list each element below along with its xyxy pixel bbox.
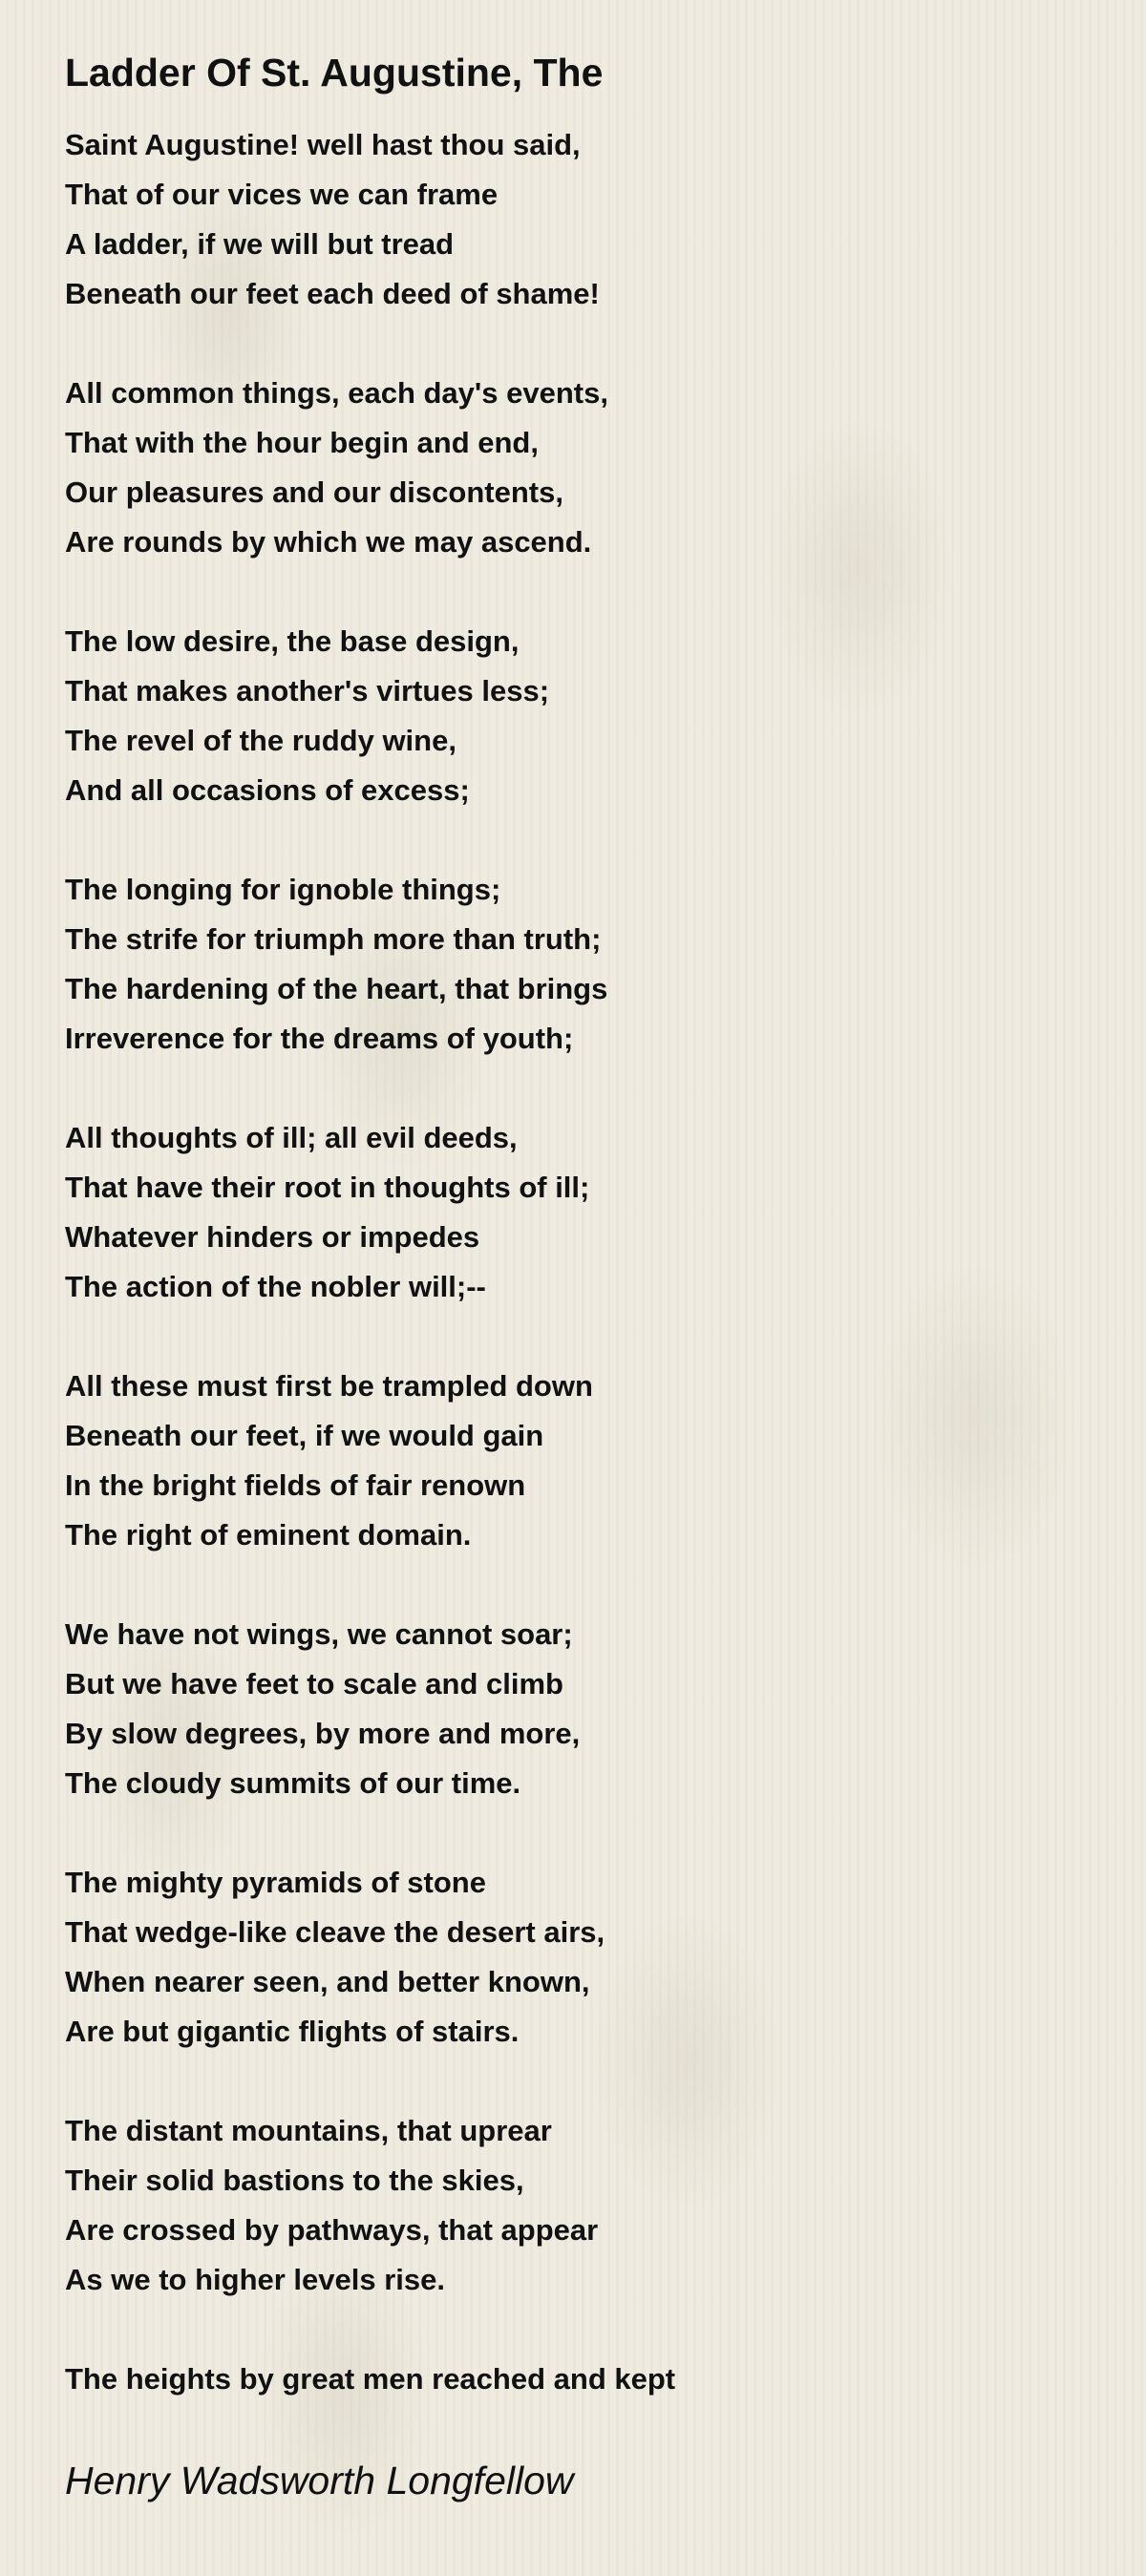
poem-line: But we have feet to scale and climb	[65, 1667, 563, 1700]
poem-line: The mighty pyramids of stone	[65, 1866, 486, 1899]
poem-stanza	[65, 1113, 1096, 1312]
poem-line: Are but gigantic flights of stairs.	[65, 2015, 520, 2048]
poem-line: The distant mountains, that uprear	[65, 2114, 552, 2147]
poem-stanza	[65, 1858, 1096, 2057]
poem-line: Their solid bastions to the skies,	[65, 2164, 524, 2197]
poem-line: All these must first be trampled down	[65, 1369, 593, 1403]
poem-line: In the bright fields of fair renown	[65, 1468, 526, 1502]
poem-line: And all occasions of excess;	[65, 773, 470, 807]
poem-line: That have their root in thoughts of ill;	[65, 1171, 590, 1204]
poem-line: That makes another's virtues less;	[65, 674, 550, 707]
poem-line: The heights by great men reached and kept	[65, 2362, 676, 2396]
poem-line: A ladder, if we will but tread	[65, 227, 455, 261]
poem-stanza	[65, 369, 1096, 567]
poem-line: That with the hour begin and end,	[65, 426, 539, 459]
poem-stanza	[65, 617, 1096, 815]
poem-line: When nearer seen, and better known,	[65, 1965, 590, 1998]
poem-title: Ladder Of St. Augustine, The	[65, 51, 604, 95]
poem-line: By slow degrees, by more and more,	[65, 1717, 581, 1750]
poem-line: Irreverence for the dreams of youth;	[65, 1022, 574, 1055]
poem-stanza	[65, 1362, 1096, 1560]
poem-line: Are crossed by pathways, that appear	[65, 2213, 599, 2247]
poem-line: The action of the nobler will;--	[65, 1270, 486, 1303]
poem-line: The revel of the ruddy wine,	[65, 724, 456, 757]
poem-line: Whatever hinders or impedes	[65, 1220, 480, 1254]
poem-line: Beneath our feet each deed of shame!	[65, 277, 600, 310]
poem-line: That wedge-like cleave the desert airs,	[65, 1915, 605, 1949]
poem-author: Henry Wadsworth Longfellow	[65, 2459, 574, 2502]
poem-line: The right of eminent domain.	[65, 1518, 472, 1552]
poem-line: The strife for triumph more than truth;	[65, 922, 602, 956]
poem-stanza	[65, 1610, 1096, 1808]
poem-line: All common things, each day's events,	[65, 376, 608, 410]
poem-line: Saint Augustine! well hast thou said,	[65, 128, 581, 161]
poem-line: The longing for ignoble things;	[65, 873, 501, 906]
poem-line: The low desire, the base design,	[65, 624, 520, 658]
poem-stanza	[65, 865, 1096, 1064]
poem-line: Our pleasures and our discontents,	[65, 475, 563, 509]
poem-page	[65, 46, 1096, 2507]
poem-line: The cloudy summits of our time.	[65, 1766, 521, 1800]
poem-stanza	[65, 2354, 1096, 2404]
poem-line: The hardening of the heart, that brings	[65, 972, 608, 1005]
poem-stanza	[65, 2106, 1096, 2305]
poem-line: We have not wings, we cannot soar;	[65, 1617, 573, 1651]
poem-line: Are rounds by which we may ascend.	[65, 525, 592, 559]
poem-body	[65, 120, 1096, 2404]
poem-line: As we to higher levels rise.	[65, 2263, 445, 2296]
poem-line: That of our vices we can frame	[65, 178, 499, 211]
poem-stanza	[65, 120, 1096, 319]
poem-line: All thoughts of ill; all evil deeds,	[65, 1121, 518, 1154]
poem-line: Beneath our feet, if we would gain	[65, 1419, 544, 1452]
